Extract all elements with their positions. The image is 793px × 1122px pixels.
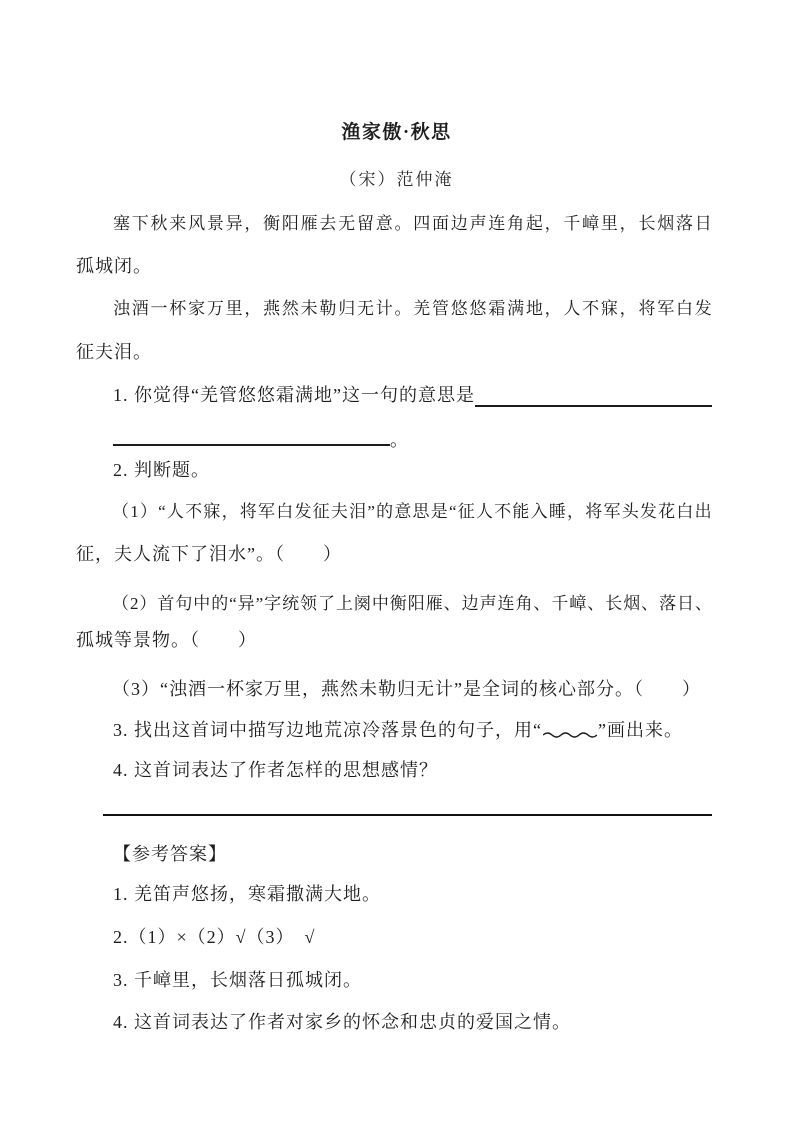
question-3-line bbox=[113, 718, 683, 742]
question-2-item-2-line-1: （ 2 ） 首 句 中 的 “ 异 ” 字 统 领 了 上 阕 中 衡 阳 雁 、 边 声 连 角 、 千 嶂 、 长 烟 、 落 日 、 bbox=[112, 594, 712, 613]
poem-author: （宋）范仲淹 bbox=[339, 170, 454, 189]
page-title: 渔家傲·秋思 bbox=[341, 122, 452, 143]
question-3-text: 3. 找出这首词中描写边地荒凉冷落景色的句子，用“ bbox=[113, 720, 542, 740]
question-2-item-3: （3）“浊酒一杯家万里，燕然未勒归无计”是全词的核心部分。（ ） bbox=[112, 679, 701, 699]
question-3-suffix: ”画出来。 bbox=[598, 720, 683, 740]
answer-blank-line bbox=[475, 385, 712, 407]
answer-2: 2.（1）×（2）√（3） √ bbox=[113, 927, 316, 947]
question-2-item-1-line-2: 征，夫人流下了泪水”。（ ） bbox=[76, 544, 342, 564]
wavy-underline-sample bbox=[543, 730, 597, 738]
poem-line-3: 浊 酒 一 杯 家 万 里 ， 燕 然 未 勒 归 无 计 。 羌 管 悠 悠 霜 满 地 ， 人 不 寐 ， 将 军 白 发 bbox=[113, 299, 712, 318]
question-2-item-2-line-2: 孤城等景物。（ ） bbox=[76, 630, 257, 650]
answer-blank-line bbox=[113, 424, 390, 446]
question-1-line-1 bbox=[113, 383, 712, 407]
question-4: 4. 这首词表达了作者怎样的思想感情？ bbox=[113, 760, 438, 780]
poem-line-4: 征夫泪。 bbox=[76, 342, 152, 362]
answer-3: 3. 千嶂里，长烟落日孤城闭。 bbox=[113, 970, 362, 990]
section-divider-rule bbox=[103, 814, 712, 816]
answer-4: 4. 这首词表达了作者对家乡的怀念和忠贞的爱国之情。 bbox=[113, 1012, 571, 1032]
poem-line-2: 孤城闭。 bbox=[76, 256, 152, 276]
question-2-heading: 2. 判断题。 bbox=[113, 460, 210, 480]
question-1-text: 1. 你觉得“羌管悠悠霜满地”这一句的意思是 bbox=[113, 385, 475, 405]
question-2-item-1-line-1: （ 1 ） “ 人 不 寐 ， 将 军 白 发 征 夫 泪 ” 的 意 思 是 “ 征 人 不 能 入 睡 ， 将 军 头 发 花 白 出 bbox=[112, 502, 712, 521]
answer-1: 1. 羌笛声悠扬，寒霜撒满大地。 bbox=[113, 884, 381, 904]
reference-answers-header: 【参考答案】 bbox=[113, 844, 227, 864]
poem-line-1: 塞 下 秋 来 风 景 异 ， 衡 阳 雁 去 无 留 意 。 四 面 边 声 连 角 起 ， 千 嶂 里 ， 长 烟 落 日 bbox=[113, 214, 712, 233]
question-1-period: 。 bbox=[390, 430, 409, 450]
question-1-line-2 bbox=[113, 424, 409, 452]
